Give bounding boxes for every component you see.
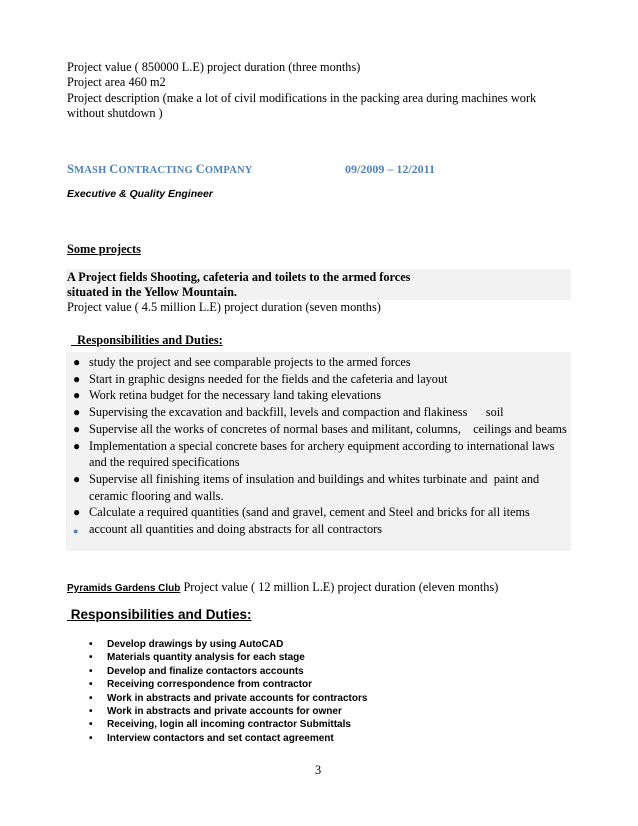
project-title-line-1: A Project fields Shooting, cafeteria and toilets to the armed forces bbox=[67, 270, 411, 284]
bullet-icon: • bbox=[89, 665, 93, 677]
project-value: Project value ( 4.5 million L.E) project duration (seven months) bbox=[67, 300, 381, 314]
club-project-value: Project value ( 12 million L.E) project duration (eleven months) bbox=[180, 580, 499, 594]
page-number: 3 bbox=[315, 763, 322, 777]
project-title-line-2: situated in the Yellow Mountain. bbox=[67, 285, 238, 299]
pyramids-line bbox=[67, 580, 498, 596]
bullet-icon: ● bbox=[73, 438, 81, 453]
list-item: • Receiving correspondence from contractor bbox=[89, 679, 313, 691]
intro-line-4: without shutdown ) bbox=[67, 106, 163, 120]
list-item: • Materials quantity analysis for each stage bbox=[89, 652, 305, 664]
duties-list bbox=[70, 354, 570, 538]
bullet-icon: ● bbox=[73, 526, 79, 537]
club-name: Pyramids Gardens Club bbox=[67, 583, 181, 594]
company-dates: 09/2009 – 12/2011 bbox=[345, 162, 436, 176]
pyramids-responsibilities-heading: Responsibilities and Duties: bbox=[70, 607, 252, 622]
job-role: Executive & Quality Engineer bbox=[67, 188, 213, 200]
intro-line-2: Project area 460 m2 bbox=[67, 75, 166, 89]
bullet-icon: ● bbox=[73, 421, 81, 436]
list-item: ● account all quantities and doing abstracts for all contractors bbox=[70, 521, 570, 538]
company-name: SMASH CONTRACTING COMPANY bbox=[67, 162, 253, 176]
bullet-icon: • bbox=[89, 679, 93, 691]
list-item: ● Supervise all the works of concretes of normal bases and militant, columns, ceilings and beams bbox=[73, 421, 567, 436]
bullet-icon: • bbox=[89, 719, 93, 731]
list-item: ● Implementation a special concrete bases for archery equipment according to international laws and the required specifications bbox=[73, 438, 555, 470]
list-item: ● Supervise all finishing items of insulation and buildings and whites turbinate and paint and ceramic flooring and walls. bbox=[73, 471, 540, 503]
bullet-icon: ● bbox=[73, 388, 81, 403]
pyramids-duties-list bbox=[87, 638, 367, 745]
list-item: ● Start in graphic designs needed for the fields and the cafeteria and layout bbox=[73, 371, 448, 386]
some-projects-heading: Some projects bbox=[67, 242, 141, 256]
bullet-icon: ● bbox=[73, 471, 81, 486]
bullet-icon: • bbox=[89, 639, 93, 650]
list-item: ● Work retina budget for the necessary land taking elevations bbox=[73, 388, 381, 403]
list-item: • Receiving, login all incoming contractor Submittals bbox=[89, 719, 351, 731]
bullet-icon: ● bbox=[73, 405, 81, 420]
list-item: ● study the project and see comparable projects to the armed forces bbox=[73, 355, 411, 369]
list-item: ● Supervising the excavation and backfill, levels and compaction and flakiness soil bbox=[73, 405, 504, 420]
bullet-icon: ● bbox=[73, 355, 81, 369]
bullet-icon: • bbox=[89, 706, 93, 718]
bullet-icon: • bbox=[89, 732, 93, 744]
list-item: • Work in abstracts and private accounts for owner bbox=[89, 706, 342, 718]
list-item: • Develop drawings by using AutoCAD bbox=[89, 639, 284, 650]
intro-line-3: Project description (make a lot of civil modifications in the packing area during machines work bbox=[67, 91, 537, 105]
bullet-icon: • bbox=[89, 692, 93, 704]
list-item: • Work in abstracts and private accounts for contractors bbox=[89, 692, 368, 704]
list-item: • Interview contactors and set contact agreement bbox=[89, 732, 334, 744]
bullet-icon: ● bbox=[73, 371, 81, 386]
responsibilities-heading: Responsibilities and Duties: bbox=[77, 333, 223, 347]
list-item: ● Calculate a required quantities (sand and gravel, cement and Steel and bricks for all items bbox=[73, 505, 530, 520]
list-item: • Develop and finalize contactors accounts bbox=[89, 665, 304, 677]
intro-line-1: Project value ( 850000 L.E) project duration (three months) bbox=[67, 60, 361, 74]
bullet-icon: • bbox=[89, 652, 93, 664]
bullet-icon: ● bbox=[73, 505, 81, 520]
